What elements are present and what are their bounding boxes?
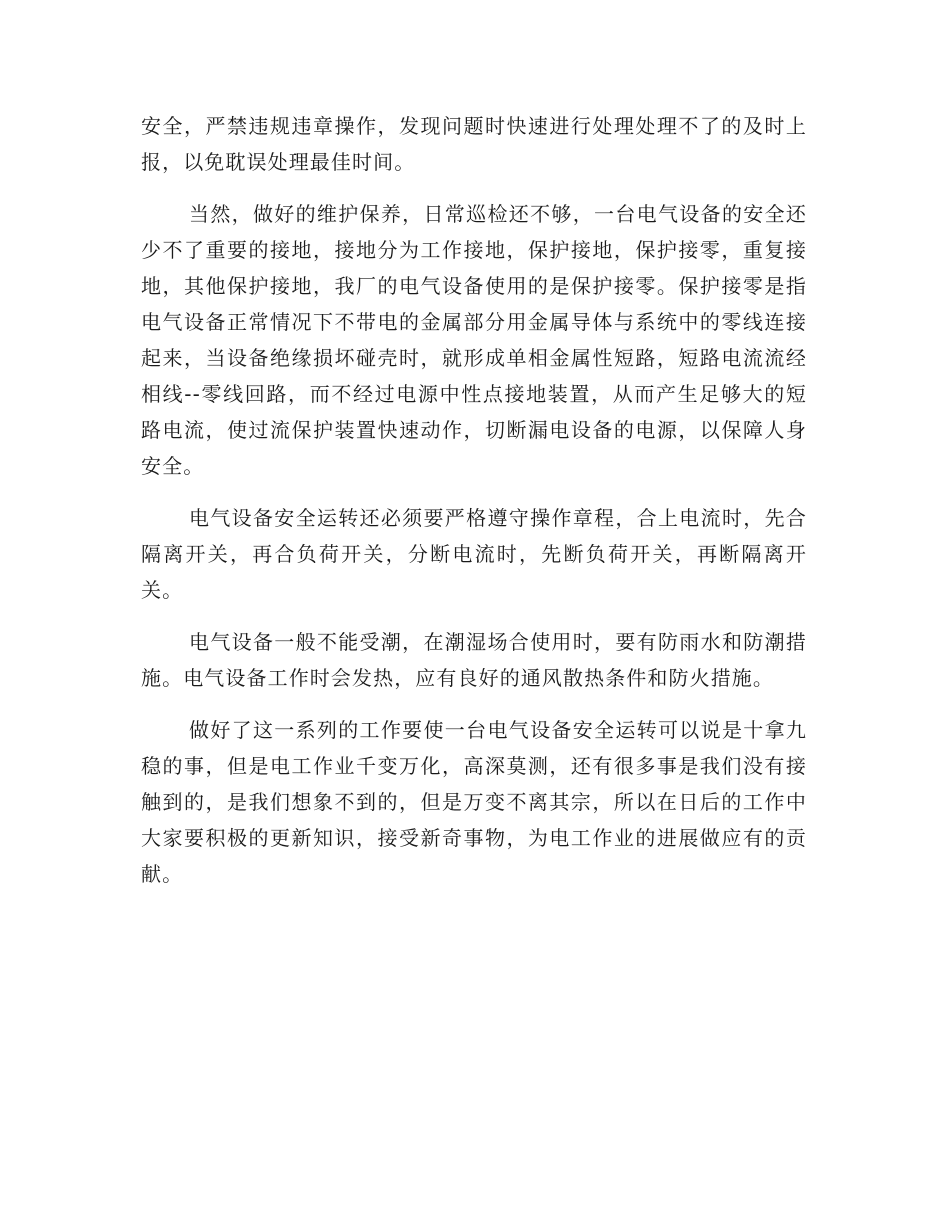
document-body: [141, 108, 807, 892]
paragraph-2: 当然，做好的维护保养，日常巡检还不够，一台电气设备的安全还少不了重要的接地，接地分为工作接地，保护接地，保护接零，重复接地，其他保护接地，我厂的电气设备使用的是保护接零。保护接零是指电气设备正常情况下不带电的金属部分用金属导体与系统中的零线连接起来，当设备绝缘损坏碰壳时，就形成单相金属性短路，短路电流流经相线--零线回路，而不经过电源中性点接地装置，从而产生足够大的短路电流，使过流保护装置快速动作，切断漏电设备的电源，以保障人身安全。: [141, 202, 807, 478]
paragraph-3: 电气设备安全运转还必须要严格遵守操作章程，合上电流时，先合隔离开关，再合负荷开关，分断电流时，先断负荷开关，再断隔离开关。: [141, 506, 807, 602]
paragraph-1: 安全，严禁违规违章操作，发现问题时快速进行处理处理不了的及时上报，以免耽误处理最佳时间。: [141, 114, 807, 174]
paragraph-5: 做好了这一系列的工作要使一台电气设备安全运转可以说是十拿九稳的事，但是电工作业千变万化，高深莫测，还有很多事是我们没有接触到的，是我们想象不到的，但是万变不离其宗，所以在日后的工作中大家要积极的更新知识，接受新奇事物，为电工作业的进展做应有的贡献。: [141, 718, 807, 886]
paragraph-4: 电气设备一般不能受潮，在潮湿场合使用时，要有防雨水和防潮措施。电气设备工作时会发热，应有良好的通风散热条件和防火措施。: [141, 630, 807, 690]
